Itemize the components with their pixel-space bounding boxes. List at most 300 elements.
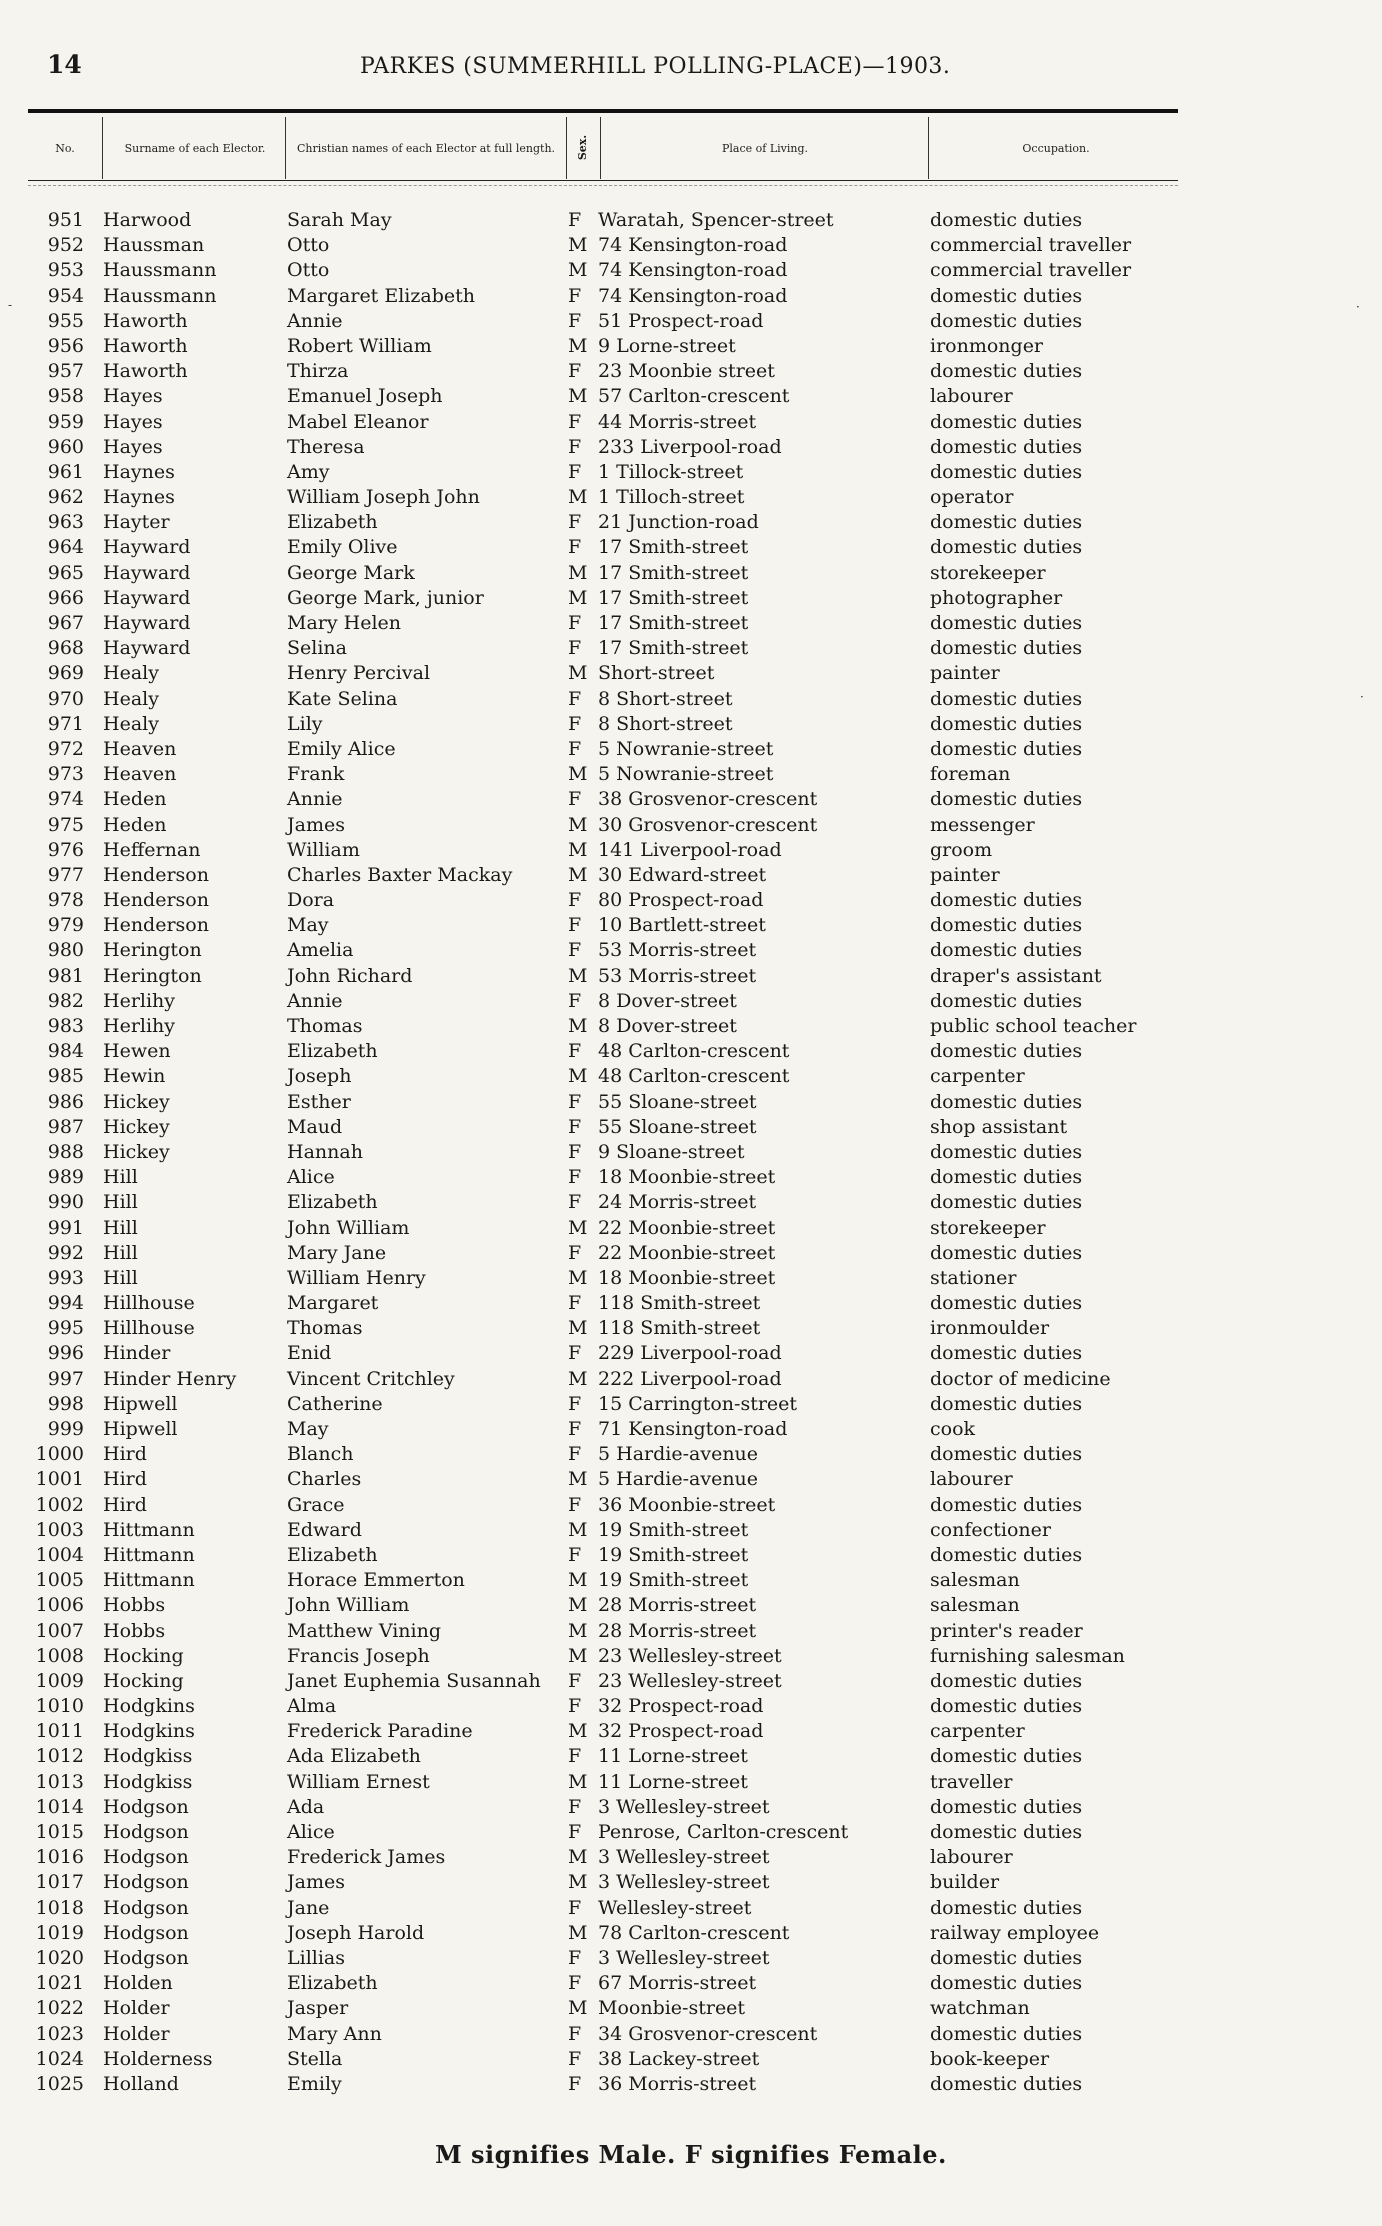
elector-row xyxy=(0,535,1382,560)
elector-number: 1022 xyxy=(35,1997,84,2020)
elector-sex: F xyxy=(568,1695,582,1718)
elector-row xyxy=(0,2047,1382,2072)
elector-number: 968 xyxy=(47,637,84,660)
elector-surname: Haussmann xyxy=(103,259,217,282)
elector-row xyxy=(0,838,1382,863)
elector-sex: M xyxy=(568,561,588,584)
elector-christian-names: Margaret Elizabeth xyxy=(287,284,475,307)
elector-place-of-living: 5 Nowranie-street xyxy=(598,737,774,760)
elector-place-of-living: 34 Grosvenor-crescent xyxy=(598,2022,818,2045)
elector-row xyxy=(0,1316,1382,1341)
elector-sex: M xyxy=(568,334,588,357)
elector-sex: M xyxy=(568,1569,588,1592)
elector-christian-names: Selina xyxy=(287,637,347,660)
elector-occupation: commercial traveller xyxy=(930,259,1132,282)
elector-sex: F xyxy=(568,1821,582,1843)
elector-occupation: domestic duties xyxy=(930,1191,1083,1214)
elector-occupation: photographer xyxy=(930,586,1063,609)
elector-occupation: ironmoulder xyxy=(930,1317,1050,1340)
elector-occupation: cook xyxy=(930,1418,976,1440)
elector-number: 998 xyxy=(47,1392,84,1415)
elector-sex: M xyxy=(568,1644,588,1667)
elector-surname: Hickey xyxy=(103,1140,170,1163)
elector-occupation: domestic duties xyxy=(930,435,1083,458)
elector-christian-names: Frank xyxy=(287,763,345,786)
elector-number: 1006 xyxy=(35,1594,84,1617)
elector-place-of-living: 3 Wellesley-street xyxy=(598,1795,770,1818)
elector-occupation: domestic duties xyxy=(930,1896,1083,1919)
elector-row xyxy=(0,712,1382,737)
elector-occupation: salesman xyxy=(930,1594,1020,1617)
elector-occupation: commercial traveller xyxy=(930,234,1132,257)
elector-surname: Hird xyxy=(103,1493,147,1516)
elector-number: 955 xyxy=(47,309,84,332)
elector-place-of-living: 55 Sloane-street xyxy=(598,1115,757,1138)
elector-christian-names: Ada xyxy=(287,1795,325,1818)
elector-occupation: labourer xyxy=(930,385,1013,408)
elector-row xyxy=(0,1694,1382,1719)
elector-row xyxy=(0,1870,1382,1895)
elector-number: 999 xyxy=(47,1418,84,1440)
elector-sex: F xyxy=(568,536,582,559)
elector-row xyxy=(0,1795,1382,1820)
elector-surname: Hinder Henry xyxy=(103,1367,237,1390)
elector-row xyxy=(0,233,1382,258)
elector-sex: F xyxy=(568,1241,582,1264)
elector-surname: Hodgson xyxy=(103,1921,189,1944)
column-header-sex-label: Sex. xyxy=(576,134,590,160)
elector-place-of-living: 23 Moonbie street xyxy=(598,360,775,383)
elector-number: 951 xyxy=(47,209,84,231)
elector-row xyxy=(0,1971,1382,1996)
elector-row xyxy=(0,661,1382,686)
elector-row xyxy=(0,1619,1382,1644)
elector-occupation: doctor of medicine xyxy=(930,1367,1111,1390)
elector-occupation: domestic duties xyxy=(930,1292,1083,1315)
elector-surname: Holden xyxy=(103,1972,173,1995)
column-divider xyxy=(285,117,286,179)
elector-place-of-living: 19 Smith-street xyxy=(598,1518,749,1541)
elector-place-of-living: 19 Smith-street xyxy=(598,1569,749,1592)
elector-occupation: domestic duties xyxy=(930,1443,1083,1466)
elector-row xyxy=(0,863,1382,888)
elector-sex: F xyxy=(568,1543,582,1566)
elector-sex: M xyxy=(568,1015,588,1037)
elector-surname: Hill xyxy=(103,1191,138,1214)
elector-row xyxy=(0,1014,1382,1039)
elector-occupation: domestic duties xyxy=(930,309,1083,332)
elector-surname: Heden xyxy=(103,813,167,836)
elector-christian-names: Ada Elizabeth xyxy=(287,1745,421,1768)
elector-number: 993 xyxy=(47,1266,84,1289)
elector-place-of-living: 9 Lorne-street xyxy=(598,334,736,357)
column-divider xyxy=(600,117,601,179)
elector-sex: F xyxy=(568,1115,582,1138)
elector-sex: F xyxy=(568,1342,582,1365)
elector-sex: F xyxy=(568,712,582,735)
elector-christian-names: Thomas xyxy=(287,1015,363,1037)
elector-surname: Hodgson xyxy=(103,1846,189,1869)
elector-place-of-living: 53 Morris-street xyxy=(598,964,757,987)
elector-christian-names: Mary Jane xyxy=(287,1241,387,1264)
elector-sex: F xyxy=(568,1896,582,1919)
elector-number: 1004 xyxy=(35,1543,84,1566)
elector-row xyxy=(0,1921,1382,1946)
elector-row xyxy=(0,258,1382,283)
elector-number: 1002 xyxy=(35,1493,84,1516)
elector-number: 962 xyxy=(47,486,84,509)
elector-row xyxy=(0,1493,1382,1518)
elector-christian-names: Annie xyxy=(287,309,343,332)
elector-christian-names: Amy xyxy=(287,460,330,483)
elector-row xyxy=(0,435,1382,460)
elector-christian-names: Mabel Eleanor xyxy=(287,410,429,433)
elector-sex: M xyxy=(568,1065,588,1088)
elector-occupation: domestic duties xyxy=(930,612,1083,634)
elector-surname: Heaven xyxy=(103,763,177,786)
elector-surname: Holland xyxy=(103,2072,179,2095)
elector-christian-names: Jasper xyxy=(287,1997,349,2020)
elector-place-of-living: 78 Carlton-crescent xyxy=(598,1921,790,1944)
elector-occupation: domestic duties xyxy=(930,511,1083,534)
elector-sex: F xyxy=(568,637,582,660)
elector-row xyxy=(0,1266,1382,1291)
elector-christian-names: Vincent Critchley xyxy=(287,1367,455,1390)
elector-sex: M xyxy=(568,813,588,836)
elector-place-of-living: Penrose, Carlton-crescent xyxy=(598,1821,849,1843)
elector-place-of-living: 23 Wellesley-street xyxy=(598,1644,782,1667)
elector-sex: F xyxy=(568,1795,582,1818)
elector-place-of-living: 5 Hardie-avenue xyxy=(598,1468,759,1491)
elector-surname: Holderness xyxy=(103,2047,213,2070)
elector-surname: Hittmann xyxy=(103,1569,195,1592)
elector-number: 977 xyxy=(47,863,84,886)
elector-number: 959 xyxy=(47,410,84,433)
elector-surname: Hipwell xyxy=(103,1392,178,1415)
elector-place-of-living: 80 Prospect-road xyxy=(598,889,764,912)
elector-occupation: domestic duties xyxy=(930,209,1083,231)
elector-sex: F xyxy=(568,1745,582,1768)
elector-occupation: printer's reader xyxy=(930,1619,1083,1642)
elector-occupation: domestic duties xyxy=(930,360,1083,383)
elector-number: 1003 xyxy=(35,1518,84,1541)
elector-surname: Hayes xyxy=(103,410,163,433)
elector-christian-names: Charles Baxter Mackay xyxy=(287,863,513,886)
elector-number: 1021 xyxy=(35,1972,84,1995)
elector-row xyxy=(0,1140,1382,1165)
elector-place-of-living: 17 Smith-street xyxy=(598,586,749,609)
elector-number: 984 xyxy=(47,1040,84,1063)
elector-occupation: domestic duties xyxy=(930,1342,1083,1365)
elector-surname: Hayes xyxy=(103,435,163,458)
elector-surname: Hittmann xyxy=(103,1518,195,1541)
elector-row xyxy=(0,384,1382,409)
elector-surname: Hocking xyxy=(103,1669,184,1692)
sex-legend: M signifies Male. F signifies Female. xyxy=(435,2140,947,2169)
elector-occupation: salesman xyxy=(930,1569,1020,1592)
elector-place-of-living: 5 Hardie-avenue xyxy=(598,1443,759,1466)
elector-occupation: operator xyxy=(930,486,1014,509)
elector-place-of-living: Waratah, Spencer-street xyxy=(598,209,834,231)
elector-row xyxy=(0,359,1382,384)
elector-number: 957 xyxy=(47,360,84,383)
elector-row xyxy=(0,964,1382,989)
elector-place-of-living: 8 Short-street xyxy=(598,712,733,735)
elector-surname: Healy xyxy=(103,712,159,735)
elector-place-of-living: 38 Lackey-street xyxy=(598,2047,760,2070)
elector-occupation: domestic duties xyxy=(930,1946,1083,1969)
elector-christian-names: Kate Selina xyxy=(287,687,398,710)
elector-christian-names: John William xyxy=(287,1216,410,1239)
elector-number: 1012 xyxy=(35,1745,84,1768)
elector-occupation: groom xyxy=(930,838,993,861)
elector-number: 975 xyxy=(47,813,84,836)
elector-place-of-living: 30 Edward-street xyxy=(598,863,767,886)
elector-surname: Hayter xyxy=(103,511,170,534)
elector-row xyxy=(0,208,1382,233)
elector-sex: F xyxy=(568,511,582,534)
elector-place-of-living: 11 Lorne-street xyxy=(598,1770,748,1793)
elector-row xyxy=(0,1518,1382,1543)
column-header-no: No. xyxy=(55,141,75,155)
column-divider xyxy=(102,117,103,179)
elector-christian-names: Elizabeth xyxy=(287,511,378,534)
elector-sex: F xyxy=(568,2047,582,2070)
elector-number: 1008 xyxy=(35,1644,84,1667)
elector-christian-names: Grace xyxy=(287,1493,345,1516)
elector-christian-names: George Mark xyxy=(287,561,415,584)
elector-sex: F xyxy=(568,1392,582,1415)
elector-sex: M xyxy=(568,763,588,786)
elector-row xyxy=(0,1644,1382,1669)
elector-christian-names: Lily xyxy=(287,712,323,735)
elector-surname: Hickey xyxy=(103,1090,170,1113)
margin-speck: - xyxy=(8,298,13,312)
elector-place-of-living: 74 Kensington-road xyxy=(598,284,788,307)
elector-row xyxy=(0,1442,1382,1467)
elector-sex: M xyxy=(568,1871,588,1894)
elector-place-of-living: 36 Moonbie-street xyxy=(598,1493,776,1516)
elector-number: 960 xyxy=(47,435,84,458)
elector-christian-names: Robert William xyxy=(287,334,432,357)
elector-occupation: domestic duties xyxy=(930,1972,1083,1995)
elector-place-of-living: 74 Kensington-road xyxy=(598,259,788,282)
elector-number: 1013 xyxy=(35,1770,84,1793)
elector-occupation: domestic duties xyxy=(930,687,1083,710)
elector-row xyxy=(0,762,1382,787)
elector-christian-names: James xyxy=(287,1871,345,1894)
elector-surname: Henderson xyxy=(103,889,209,912)
elector-surname: Holder xyxy=(103,2022,170,2045)
elector-surname: Hinder xyxy=(103,1342,171,1365)
elector-number: 952 xyxy=(47,234,84,257)
elector-place-of-living: 32 Prospect-road xyxy=(598,1720,764,1743)
elector-surname: Healy xyxy=(103,662,159,685)
elector-place-of-living: 11 Lorne-street xyxy=(598,1745,748,1768)
elector-surname: Healy xyxy=(103,687,159,710)
elector-sex: M xyxy=(568,1216,588,1239)
elector-sex: F xyxy=(568,309,582,332)
elector-sex: F xyxy=(568,737,582,760)
elector-number: 985 xyxy=(47,1065,84,1088)
elector-number: 1023 xyxy=(35,2022,84,2045)
elector-christian-names: John William xyxy=(287,1594,410,1617)
elector-place-of-living: 30 Grosvenor-crescent xyxy=(598,813,818,836)
elector-surname: Henderson xyxy=(103,863,209,886)
elector-place-of-living: 9 Sloane-street xyxy=(598,1140,745,1163)
elector-occupation: messenger xyxy=(930,813,1035,836)
elector-christian-names: James xyxy=(287,813,345,836)
elector-christian-names: Alice xyxy=(287,1166,335,1189)
elector-place-of-living: 55 Sloane-street xyxy=(598,1090,757,1113)
elector-occupation: stationer xyxy=(930,1266,1017,1289)
elector-number: 973 xyxy=(47,763,84,786)
elector-place-of-living: 23 Wellesley-street xyxy=(598,1669,782,1692)
elector-sex: M xyxy=(568,863,588,886)
elector-christian-names: George Mark, junior xyxy=(287,586,484,609)
elector-surname: Hewen xyxy=(103,1040,171,1063)
electors-list xyxy=(0,208,1382,2097)
elector-number: 971 xyxy=(47,712,84,735)
elector-number: 1009 xyxy=(35,1669,84,1692)
elector-occupation: carpenter xyxy=(930,1065,1025,1088)
elector-row xyxy=(0,989,1382,1014)
elector-christian-names: William Ernest xyxy=(287,1770,430,1793)
elector-number: 991 xyxy=(47,1216,84,1239)
elector-place-of-living: 21 Junction-road xyxy=(598,511,759,534)
elector-sex: M xyxy=(568,586,588,609)
elector-row xyxy=(0,737,1382,762)
elector-christian-names: Thirza xyxy=(287,360,349,383)
elector-christian-names: May xyxy=(287,914,329,937)
elector-christian-names: Edward xyxy=(287,1518,362,1541)
elector-surname: Hill xyxy=(103,1166,138,1189)
elector-surname: Henderson xyxy=(103,914,209,937)
elector-number: 978 xyxy=(47,889,84,912)
elector-sex: M xyxy=(568,385,588,408)
elector-sex: F xyxy=(568,1166,582,1189)
elector-occupation: storekeeper xyxy=(930,1216,1046,1239)
elector-row xyxy=(0,1115,1382,1140)
elector-christian-names: Frederick Paradine xyxy=(287,1720,473,1743)
elector-christian-names: Blanch xyxy=(287,1443,354,1466)
elector-occupation: confectioner xyxy=(930,1518,1051,1541)
elector-place-of-living: 51 Prospect-road xyxy=(598,309,764,332)
elector-number: 989 xyxy=(47,1166,84,1189)
elector-christian-names: Francis Joseph xyxy=(287,1644,430,1667)
elector-number: 982 xyxy=(47,989,84,1012)
elector-place-of-living: Short-street xyxy=(598,662,715,685)
elector-occupation: domestic duties xyxy=(930,2022,1083,2045)
elector-row xyxy=(0,284,1382,309)
elector-row xyxy=(0,1190,1382,1215)
elector-surname: Hayward xyxy=(103,637,191,660)
elector-sex: M xyxy=(568,1770,588,1793)
elector-sex: F xyxy=(568,1669,582,1692)
elector-christian-names: Annie xyxy=(287,788,343,811)
elector-christian-names: Jane xyxy=(287,1896,330,1919)
elector-number: 1018 xyxy=(35,1896,84,1919)
elector-place-of-living: 15 Carrington-street xyxy=(598,1392,798,1415)
elector-occupation: painter xyxy=(930,662,1000,685)
elector-place-of-living: 22 Moonbie-street xyxy=(598,1216,776,1239)
elector-surname: Hird xyxy=(103,1443,147,1466)
elector-sex: F xyxy=(568,1140,582,1163)
elector-place-of-living: 48 Carlton-crescent xyxy=(598,1065,790,1088)
elector-place-of-living: 19 Smith-street xyxy=(598,1543,749,1566)
elector-place-of-living: 36 Morris-street xyxy=(598,2072,757,2095)
elector-place-of-living: 24 Morris-street xyxy=(598,1191,757,1214)
elector-surname: Hodgkiss xyxy=(103,1770,193,1793)
elector-number: 979 xyxy=(47,914,84,937)
elector-sex: M xyxy=(568,1846,588,1869)
column-header-christian-names: Christian names of each Elector at full length. xyxy=(296,141,556,155)
elector-occupation: storekeeper xyxy=(930,561,1046,584)
margin-speck: · xyxy=(1360,690,1364,704)
elector-surname: Hittmann xyxy=(103,1543,195,1566)
elector-row xyxy=(0,586,1382,611)
elector-row xyxy=(0,938,1382,963)
elector-number: 1015 xyxy=(35,1821,84,1843)
elector-place-of-living: 8 Dover-street xyxy=(598,1015,737,1037)
elector-place-of-living: 38 Grosvenor-crescent xyxy=(598,788,818,811)
elector-surname: Hocking xyxy=(103,1644,184,1667)
elector-christian-names: William Joseph John xyxy=(287,486,480,509)
elector-sex: M xyxy=(568,838,588,861)
elector-surname: Hill xyxy=(103,1216,138,1239)
elector-christian-names: Charles xyxy=(287,1468,362,1491)
column-divider xyxy=(928,117,929,179)
elector-row xyxy=(0,561,1382,586)
elector-row xyxy=(0,1165,1382,1190)
elector-sex: F xyxy=(568,1418,582,1440)
elector-occupation: labourer xyxy=(930,1468,1013,1491)
elector-sex: M xyxy=(568,1468,588,1491)
elector-occupation: domestic duties xyxy=(930,284,1083,307)
elector-surname: Harwood xyxy=(103,209,192,231)
elector-row xyxy=(0,1568,1382,1593)
elector-place-of-living: 118 Smith-street xyxy=(598,1317,761,1340)
elector-sex: F xyxy=(568,939,582,962)
elector-row xyxy=(0,1770,1382,1795)
elector-place-of-living: 44 Morris-street xyxy=(598,410,757,433)
elector-sex: F xyxy=(568,687,582,710)
elector-sex: F xyxy=(568,360,582,383)
elector-place-of-living: 71 Kensington-road xyxy=(598,1418,788,1440)
elector-surname: Hewin xyxy=(103,1065,166,1088)
elector-christian-names: Frederick James xyxy=(287,1846,446,1869)
elector-place-of-living: 8 Dover-street xyxy=(598,989,737,1012)
elector-row xyxy=(0,913,1382,938)
elector-number: 990 xyxy=(47,1191,84,1214)
elector-place-of-living: 10 Bartlett-street xyxy=(598,914,766,937)
elector-surname: Herlihy xyxy=(103,989,176,1012)
elector-surname: Haworth xyxy=(103,334,188,357)
elector-christian-names: Elizabeth xyxy=(287,1543,378,1566)
elector-occupation: domestic duties xyxy=(930,410,1083,433)
elector-sex: F xyxy=(568,914,582,937)
elector-occupation: ironmonger xyxy=(930,334,1044,357)
elector-surname: Hodgson xyxy=(103,1871,189,1894)
elector-occupation: domestic duties xyxy=(930,460,1083,483)
header-bottom-rule xyxy=(28,180,1178,181)
elector-sex: F xyxy=(568,2022,582,2045)
elector-row xyxy=(0,1946,1382,1971)
elector-sex: M xyxy=(568,662,588,685)
elector-row xyxy=(0,1719,1382,1744)
elector-sex: M xyxy=(568,234,588,257)
elector-occupation: labourer xyxy=(930,1846,1013,1869)
